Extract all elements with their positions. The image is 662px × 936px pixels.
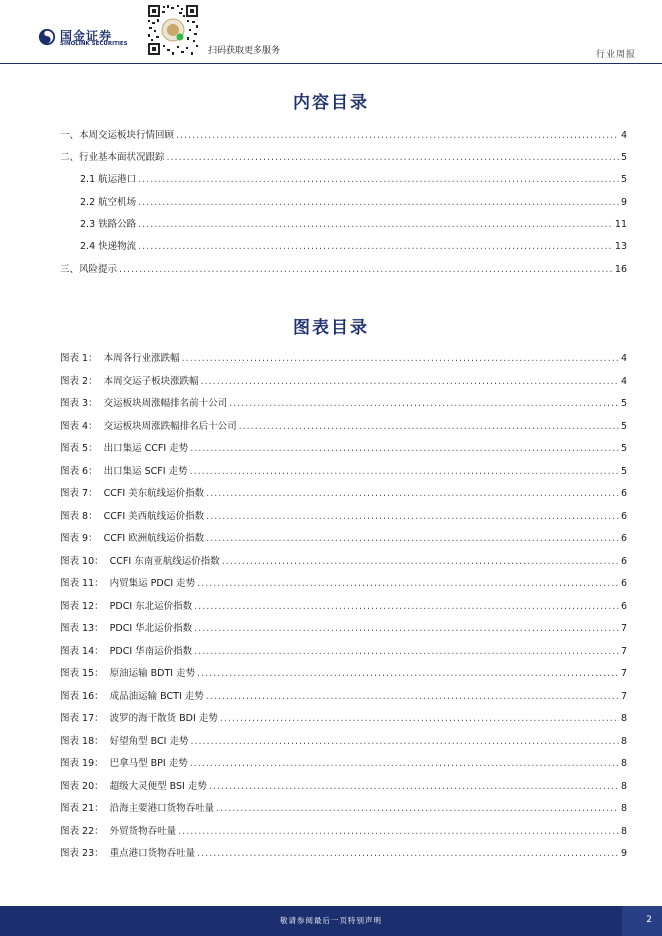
figure-toc-title: 图表目录 <box>293 318 369 338</box>
figure-toc-entry[interactable] <box>60 667 627 681</box>
toc-entry-label: 三、风险提示 <box>60 264 118 275</box>
figure-toc-entry[interactable] <box>60 712 627 726</box>
figure-toc-entry[interactable] <box>60 825 627 839</box>
footer-disclaimer: 敬请参阅最后一页特别声明 <box>280 916 382 925</box>
figure-toc-entry[interactable] <box>60 397 627 411</box>
leader-dots <box>178 825 619 839</box>
leader-dots <box>194 645 619 659</box>
figure-toc-entry-page: 6 <box>620 600 627 612</box>
figure-toc-entry-page: 5 <box>620 420 627 432</box>
leader-dots <box>138 173 619 187</box>
figure-toc-entry-label: 图表 4： 交运板块周涨跌幅排名后十公司 <box>60 420 237 432</box>
document-type-label: 行业周报 <box>595 50 636 60</box>
leader-dots <box>138 240 613 254</box>
toc-entry-page: 16 <box>614 264 627 275</box>
toc-entry-label: 一、本周交运板块行情回顾 <box>60 130 175 141</box>
figure-toc-entry-page: 7 <box>620 668 627 679</box>
figure-toc-entry-page: 6 <box>620 510 627 522</box>
leader-dots <box>190 735 618 749</box>
toc-entry-label: 2.2 航空机场 <box>80 197 137 208</box>
leader-dots <box>220 712 619 726</box>
figure-toc-entry-page: 9 <box>620 848 627 859</box>
figure-toc-entry-label: 图表 16： 成品油运输 BCTI 走势 <box>60 690 204 702</box>
leader-dots <box>206 487 619 501</box>
figure-toc-entry-page: 6 <box>620 555 627 567</box>
page-header <box>0 0 662 64</box>
figure-toc-entry[interactable] <box>60 352 627 366</box>
figure-toc-entry-label: 图表 22： 外贸货物吞吐量 <box>60 825 177 837</box>
toc-entry-page: 9 <box>620 197 627 208</box>
figure-toc-entry[interactable] <box>60 780 627 794</box>
figure-toc-entry-label: 图表 17： 波罗的海干散货 BDI 走势 <box>60 713 218 724</box>
figure-toc-entry-label: 图表 21： 沿海主要港口货物吞吐量 <box>60 803 215 814</box>
leader-dots <box>167 151 619 165</box>
toc-entry-label: 2.4 快递物流 <box>80 241 137 252</box>
figure-toc-entry[interactable] <box>60 577 627 591</box>
leader-dots <box>119 263 613 277</box>
figure-toc-entry-page: 4 <box>620 375 627 387</box>
leader-dots <box>229 397 619 411</box>
qr-code-icon <box>146 3 200 57</box>
figure-toc-entry-page: 8 <box>620 825 627 837</box>
figure-toc-entry-page: 5 <box>620 465 627 477</box>
leader-dots <box>206 690 619 704</box>
figure-toc-entry-page: 8 <box>620 758 627 769</box>
figure-toc-entry-page: 5 <box>620 398 627 409</box>
figure-toc-entry[interactable] <box>60 600 627 614</box>
leader-dots <box>182 352 619 366</box>
page-footer <box>0 906 662 936</box>
leader-dots <box>222 555 619 569</box>
figure-toc-entry-label: 图表 12： PDCI 东北运价指数 <box>60 600 193 612</box>
figure-toc-entry[interactable] <box>60 645 627 659</box>
figure-toc-entry-label: 图表 14： PDCI 华南运价指数 <box>60 645 193 657</box>
toc-entry[interactable] <box>80 196 627 210</box>
figure-toc-entry-page: 6 <box>620 488 627 499</box>
figure-toc-entry[interactable] <box>60 465 627 479</box>
figure-toc-entry[interactable] <box>60 802 627 816</box>
figure-toc-entry-label: 图表 8： CCFI 美西航线运价指数 <box>60 510 205 522</box>
figure-toc-entry[interactable] <box>60 555 627 569</box>
figure-toc-entry-label: 图表 9： CCFI 欧洲航线运价指数 <box>60 533 205 544</box>
figure-toc-entry[interactable] <box>60 757 627 771</box>
toc-entry-page: 11 <box>614 219 627 230</box>
toc-entry[interactable] <box>80 173 627 187</box>
leader-dots <box>239 420 619 434</box>
page-number: 2 <box>646 915 652 925</box>
figure-toc-entry[interactable] <box>60 510 627 524</box>
toc-entry-page: 13 <box>614 241 627 252</box>
figure-toc-entry[interactable] <box>60 847 627 861</box>
logo-chinese-name: 国金证券 <box>60 29 113 43</box>
figure-toc-entry-label: 图表 10： CCFI 东南亚航线运价指数 <box>60 555 220 567</box>
leader-dots <box>197 667 619 681</box>
figure-toc-entry-label: 图表 18： 好望角型 BCI 走势 <box>60 735 189 747</box>
scan-for-services-text: 扫码获取更多服务 <box>208 46 281 56</box>
figure-toc-entry-page: 8 <box>620 735 627 747</box>
figure-toc-entry[interactable] <box>60 375 627 389</box>
toc-entry[interactable] <box>80 218 627 232</box>
leader-dots <box>190 465 619 479</box>
toc-entry-label: 二、行业基本面状况跟踪 <box>60 152 165 163</box>
figure-toc-entry-page: 8 <box>620 713 627 724</box>
toc-entry-label: 2.1 航运港口 <box>80 174 137 185</box>
leader-dots <box>197 577 619 591</box>
page-number-box <box>622 906 662 936</box>
leader-dots <box>216 802 619 816</box>
figure-toc-entry-label: 图表 11： 内贸集运 PDCI 走势 <box>60 578 196 589</box>
header-divider <box>0 63 662 64</box>
logo-english-name: SINOLINK SECURITIES <box>60 41 128 47</box>
figure-toc-entry[interactable] <box>60 735 627 749</box>
figure-toc-entry-label: 图表 13： PDCI 华北运价指数 <box>60 623 193 634</box>
leader-dots <box>206 510 619 524</box>
figure-toc-entry-label: 图表 1： 本周各行业涨跌幅 <box>60 353 180 364</box>
toc-entry[interactable] <box>60 263 627 277</box>
leader-dots <box>138 196 619 210</box>
figure-toc-entry-page: 7 <box>620 690 627 702</box>
sinolink-logo-icon <box>38 28 56 46</box>
figure-toc-entry-label: 图表 7： CCFI 美东航线运价指数 <box>60 488 205 499</box>
leader-dots <box>138 218 613 232</box>
toc-entry-page: 5 <box>620 152 627 163</box>
toc-entry-label: 2.3 铁路公路 <box>80 219 137 230</box>
figure-toc-entry[interactable] <box>60 690 627 704</box>
figure-toc-entry-label: 图表 3： 交运板块周涨幅排名前十公司 <box>60 398 228 409</box>
figure-toc-entry-label: 图表 2： 本周交运子板块涨跌幅 <box>60 375 199 387</box>
figure-toc-entry[interactable] <box>60 442 627 456</box>
figure-toc-entry-label: 图表 5： 出口集运 CCFI 走势 <box>60 443 189 454</box>
content-toc-title: 内容目录 <box>293 93 369 113</box>
leader-dots <box>176 129 619 143</box>
figure-toc-entry[interactable] <box>60 487 627 501</box>
leader-dots <box>197 847 619 861</box>
toc-entry[interactable] <box>80 240 627 254</box>
toc-entry[interactable] <box>60 129 627 143</box>
figure-toc-entry-label: 图表 15： 原油运输 BDTI 走势 <box>60 668 196 679</box>
sinolink-logo <box>38 26 130 50</box>
figure-toc-entry[interactable] <box>60 420 627 434</box>
leader-dots <box>194 600 619 614</box>
figure-toc-entry-label: 图表 23： 重点港口货物吞吐量 <box>60 848 196 859</box>
figure-toc-entry-page: 7 <box>620 623 627 634</box>
leader-dots <box>190 757 619 771</box>
figure-toc-entry-page: 7 <box>620 645 627 657</box>
leader-dots <box>201 375 619 389</box>
toc-entry-page: 5 <box>620 174 627 185</box>
figure-toc-entry-page: 5 <box>620 443 627 454</box>
figure-toc-entry[interactable] <box>60 622 627 636</box>
toc-entry-page: 4 <box>620 130 627 141</box>
leader-dots <box>194 622 619 636</box>
figure-toc-entry-page: 6 <box>620 578 627 589</box>
leader-dots <box>190 442 619 456</box>
figure-toc-entry-page: 8 <box>620 803 627 814</box>
figure-toc-entry-page: 6 <box>620 533 627 544</box>
figure-toc-entry-label: 图表 6： 出口集运 SCFI 走势 <box>60 465 188 477</box>
figure-toc-entry[interactable] <box>60 532 627 546</box>
figure-toc-entry-label: 图表 19： 巴拿马型 BPI 走势 <box>60 758 188 769</box>
figure-toc-entry-label: 图表 20： 超级大灵便型 BSI 走势 <box>60 780 207 792</box>
leader-dots <box>209 780 619 794</box>
figure-toc-entry-page: 4 <box>620 353 627 364</box>
toc-entry[interactable] <box>60 151 627 165</box>
figure-toc-entry-page: 8 <box>620 780 627 792</box>
leader-dots <box>206 532 619 546</box>
